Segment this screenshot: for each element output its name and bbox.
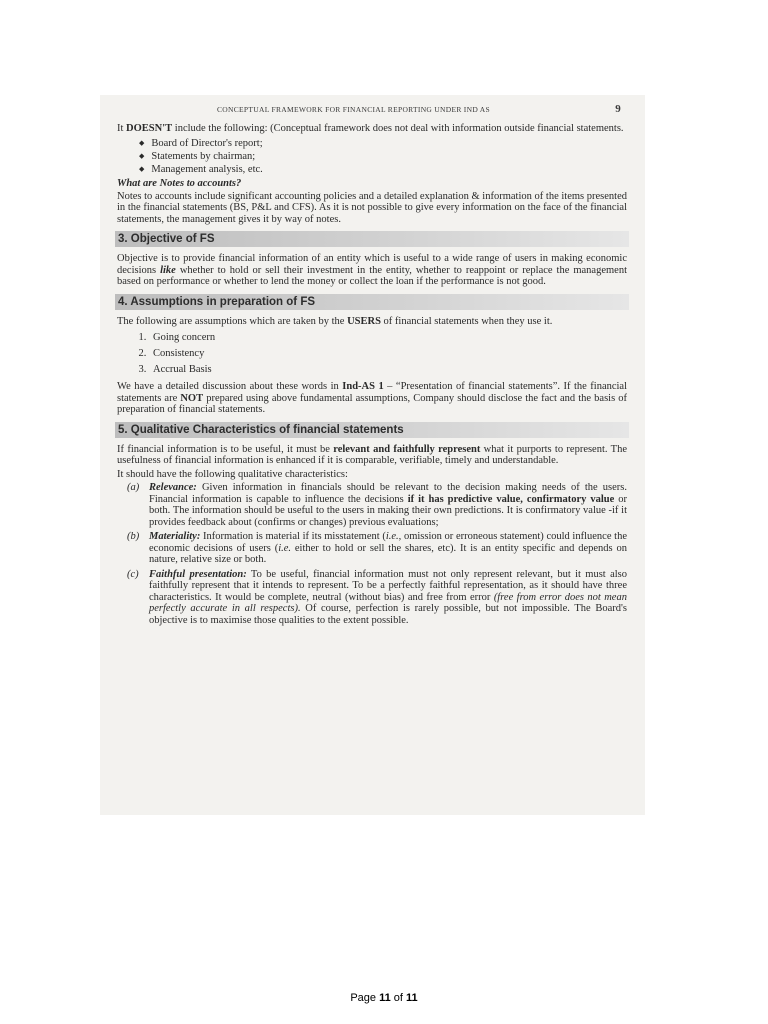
- book-page-number: 9: [615, 103, 621, 115]
- total-pages: 11: [406, 992, 418, 1004]
- page-footer: Page 11 of 11: [350, 992, 418, 1004]
- list-item: 1. Going concern: [149, 330, 627, 346]
- notes-answer: Notes to accounts include significant accounting policies and a detailed explanation & information of the items presented in the financial statements (BS, P&L and CFS). As it is not possible to give every information on the face of the financial statements, the management gives it by way of notes.: [117, 190, 627, 225]
- objective-paragraph: Objective is to provide financial information of an entity which is useful to a wide range of users in making economic decisions like whether to hold or sell their investment in the entity, whether to reappoint or replace the management based on performance or whether to lend the money or collect the loan if the performance is not good.: [117, 253, 628, 287]
- notes-question: What are Notes to accounts?: [117, 177, 242, 189]
- qualitative-paragraph: If financial information is to be useful, it must be relevant and faithfully represent what it purports to represent. The usefulness of financial information is enhanced if it is comparable, verifiable, timely and understandable.: [117, 443, 627, 466]
- list-item: ◆ Statements by chairman;: [139, 150, 627, 163]
- current-page: 11: [379, 992, 391, 1004]
- list-item: ◆ Board of Director's report;: [139, 137, 627, 150]
- page-content: [117, 103, 627, 629]
- list-item: 2. Consistency: [149, 346, 627, 362]
- list-item: (a) Relevance: Given information in financials should be relevant to the decision making needs of the users. Financial information is capable to influence the decisions if it has predictive value, confirmatory value or both. The information should be useful to the users in making their own predictions. It is confirmatory value -if it provides feedback about (confirms or changes) previous evaluations;: [127, 482, 628, 528]
- list-item: (c) Faithful presentation: To be useful, financial information must not only represent relevant, but it must also faithfully represent that it intends to represent. To be a perfectly faithful representation, as it should have three characteristics. It would be complete, neutral (without bias) and free from error (free from error does not mean perfectly accurate in all respects). Of course, perfection is rarely possible, but not impossible. The Board's objective is to maximise those qualities to the extent possible.: [127, 568, 627, 626]
- qualitative-lead: It should have the following qualitative characteristics:: [117, 468, 348, 480]
- list-item: (b) Materiality: Information is material if its misstatement (i.e., omission or erroneous statement) could influence the economic decisions of users (i.e. either to hold or sell the shares, etc). It is an entity specific and depends on nature, relative size or both.: [127, 531, 628, 565]
- assumptions-list: [149, 330, 627, 378]
- list-item: ◆ Management analysis, etc.: [139, 163, 627, 176]
- assumptions-discussion: We have a detailed discussion about these words in Ind-AS 1 – “Presentation of financial statements”. If the financial statements are NOT prepared using above fundamental assumptions, Company should disclose the fact and the basis of preparation of financial statements.: [117, 381, 628, 415]
- intro-paragraph: It DOESN'T include the following: (Conceptual framework does not deal with information outside financial statements.: [117, 123, 624, 134]
- section-heading-assumptions: 4. Assumptions in preparation of FS: [115, 294, 629, 310]
- running-title: CONCEPTUAL FRAMEWORK FOR FINANCIAL REPORTING UNDER IND AS: [217, 105, 490, 114]
- characteristics-list: [127, 482, 627, 626]
- assumptions-paragraph: The following are assumptions which are taken by the USERS of financial statements when they use it.: [117, 315, 553, 327]
- section-heading-objective: 3. Objective of FS: [115, 231, 629, 247]
- running-header: [117, 103, 627, 115]
- list-item: 3. Accrual Basis: [149, 362, 627, 378]
- section-heading-qualitative: 5. Qualitative Characteristics of financial statements: [115, 422, 629, 438]
- exclusion-list: [139, 137, 627, 176]
